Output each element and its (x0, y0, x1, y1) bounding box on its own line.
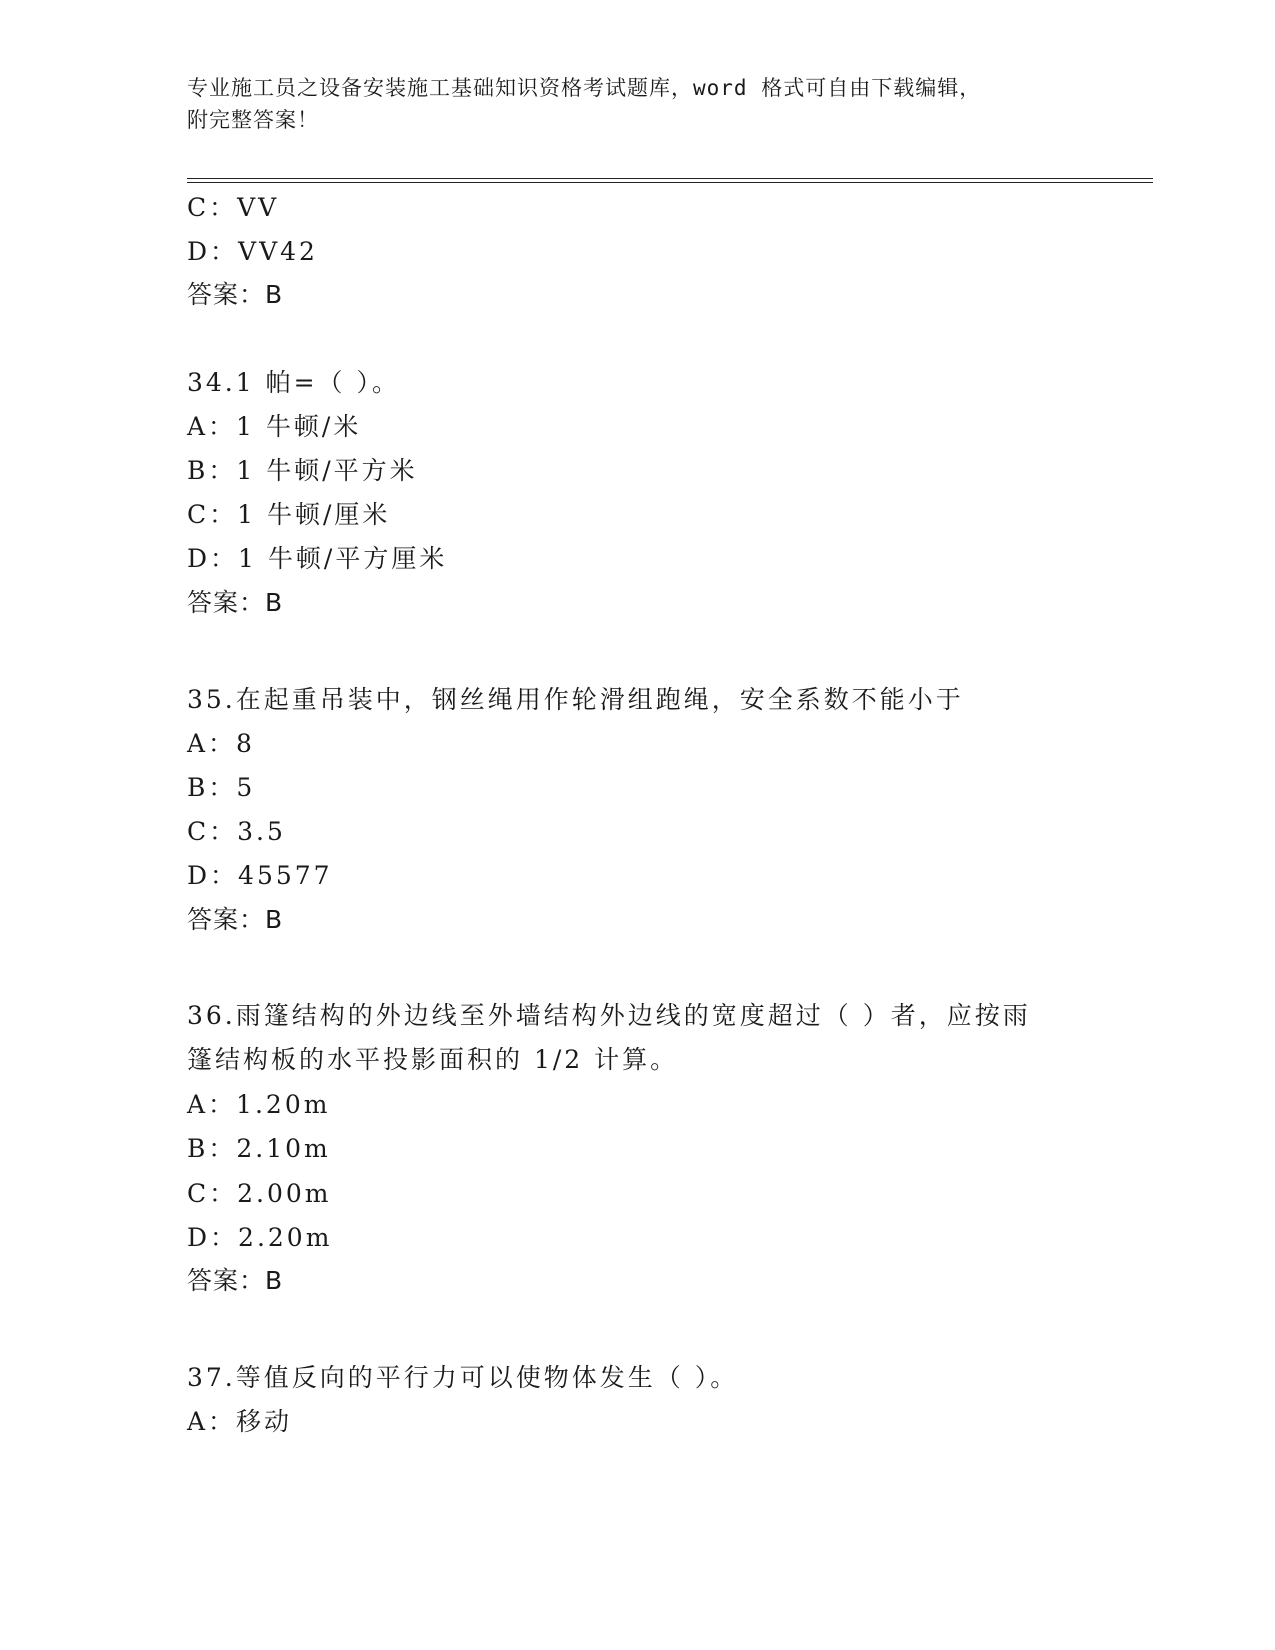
q33-option-c: C：VV (187, 193, 280, 222)
q35-option-d: D：45577 (187, 861, 333, 890)
header-line-1: 专业施工员之设备安装施工基础知识资格考试题库，word 格式可自由下载编辑， (187, 76, 982, 100)
q34-option-a: A：1 牛顿/米 (187, 412, 362, 441)
q35-option-b: B：5 (187, 773, 256, 802)
q35-option-a: A：8 (187, 729, 255, 758)
q34-option-c: C：1 牛顿/厘米 (187, 500, 391, 529)
header-divider-top (187, 178, 1153, 179)
q36-option-c: C：2.00m (187, 1179, 332, 1208)
document-header (187, 72, 1067, 136)
q35-answer: 答案：B (187, 905, 284, 934)
q37-option-a: A：移动 (187, 1407, 293, 1436)
q34-option-d: D：1 牛顿/平方厘米 (187, 544, 448, 573)
q34-question: 34.1 帕=（ ）。 (187, 368, 401, 397)
q36-answer: 答案：B (187, 1266, 284, 1295)
q35-question: 35.在起重吊装中，钢丝绳用作轮滑组跑绳，安全系数不能小于 (187, 685, 964, 714)
q36-option-a: A：1.20m (187, 1090, 331, 1119)
header-divider-bottom (187, 182, 1153, 183)
q34-option-b: B：1 牛顿/平方米 (187, 456, 418, 485)
q36-question-line-2: 篷结构板的水平投影面积的 1/2 计算。 (187, 1045, 679, 1074)
q34-answer: 答案：B (187, 588, 284, 617)
q33-option-d: D：VV42 (187, 237, 318, 266)
q36-question-line-1: 36.雨篷结构的外边线至外墙结构外边线的宽度超过（ ）者，应按雨 (187, 1001, 1031, 1030)
q35-option-c: C：3.5 (187, 817, 286, 846)
header-line-2: 附完整答案！ (187, 108, 319, 132)
q37-question: 37.等值反向的平行力可以使物体发生（ ）。 (187, 1363, 739, 1392)
q36-option-d: D：2.20m (187, 1223, 333, 1252)
q36-option-b: B：2.10m (187, 1134, 331, 1163)
q33-answer: 答案：B (187, 280, 284, 309)
